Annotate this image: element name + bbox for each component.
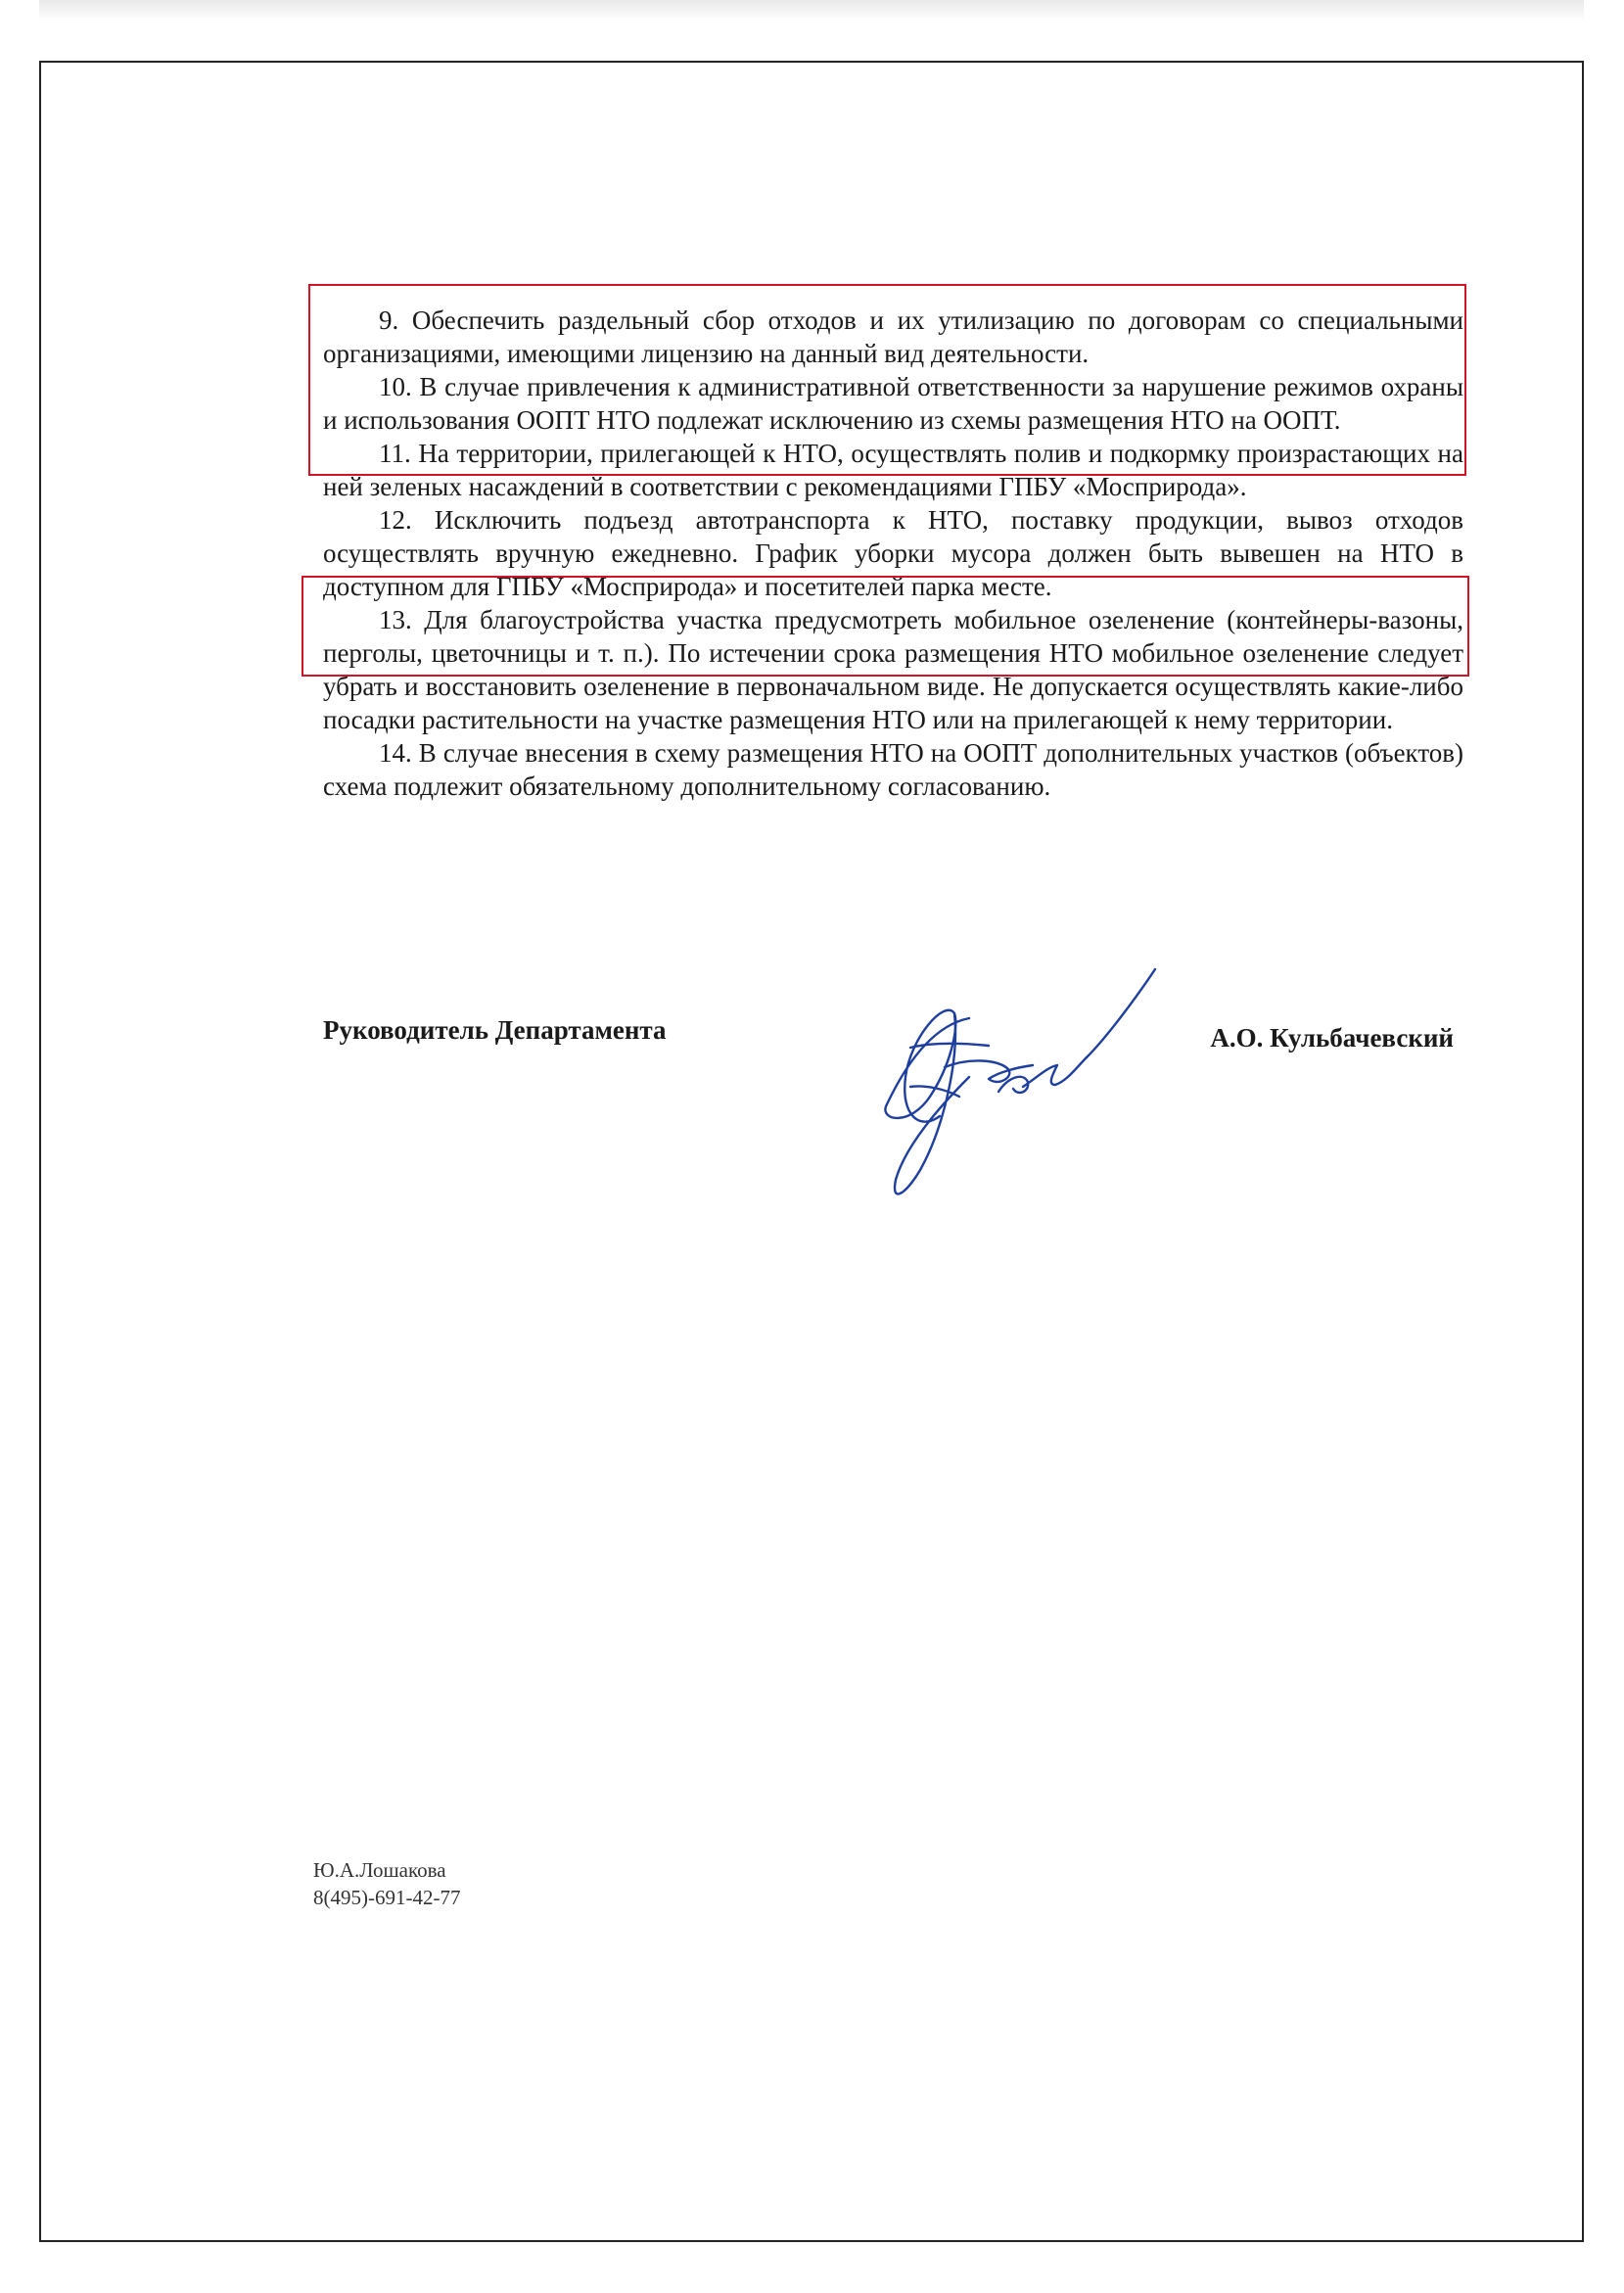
highlight-box-paragraph-12 xyxy=(302,576,1469,677)
paragraph-10: 10. В случае привлечения к административной ответственности за нарушение режимов охраны и использования ООПТ НТО подлежат исключению из схемы размещения НТО на ООПТ. xyxy=(323,372,1463,435)
highlight-box-paragraphs-9-10 xyxy=(308,284,1466,476)
scan-top-edge xyxy=(39,0,1584,22)
paragraph-11: 11. На территории, прилегающей к НТО, осуществлять полив и подкормку произрастающих на ней зеленых насаждений в соответствии с рекомендациями ГПБУ «Мосприрода». xyxy=(323,439,1463,501)
paragraph-13: 13. Для благоустройства участка предусмотреть мобильное озеленение (контейнеры-вазоны, перголы, цветочницы и т. п.). По истечении срока размещения НТО мобильное озеленение следует убрать и восстановить озеленение в первоначальном виде. Не допускается осуществлять какие-либо посадки растительности на участке размещения НТО или на прилегающей к нему территории. xyxy=(323,605,1463,734)
paragraph-14: 14. В случае внесения в схему размещения НТО на ООПТ дополнительных участков (объектов) схема подлежит обязательному дополнительному согласованию. xyxy=(323,738,1463,801)
executor-phone: 8(495)-691-42-77 xyxy=(313,1886,461,1909)
signatory-name: А.О. Кульбачевский xyxy=(1210,1023,1454,1053)
executor-info xyxy=(313,1856,460,1911)
signatory-title: Руководитель Департамента xyxy=(323,1015,667,1045)
executor-name: Ю.А.Лошакова xyxy=(313,1858,446,1882)
handwritten-signature xyxy=(852,959,1175,1214)
paragraph-9: 9. Обеспечить раздельный сбор отходов и их утилизацию по договорам со специальными организациями, имеющими лицензию на данный вид деятельности. xyxy=(323,305,1463,368)
paragraph-12: 12. Исключить подъезд автотранспорта к НТО, поставку продукции, вывоз отходов осуществлять вручную ежедневно. График уборки мусора должен быть вывешен на НТО в доступном для ГПБУ «Мосприрода» и посетителей парка месте. xyxy=(323,505,1463,601)
